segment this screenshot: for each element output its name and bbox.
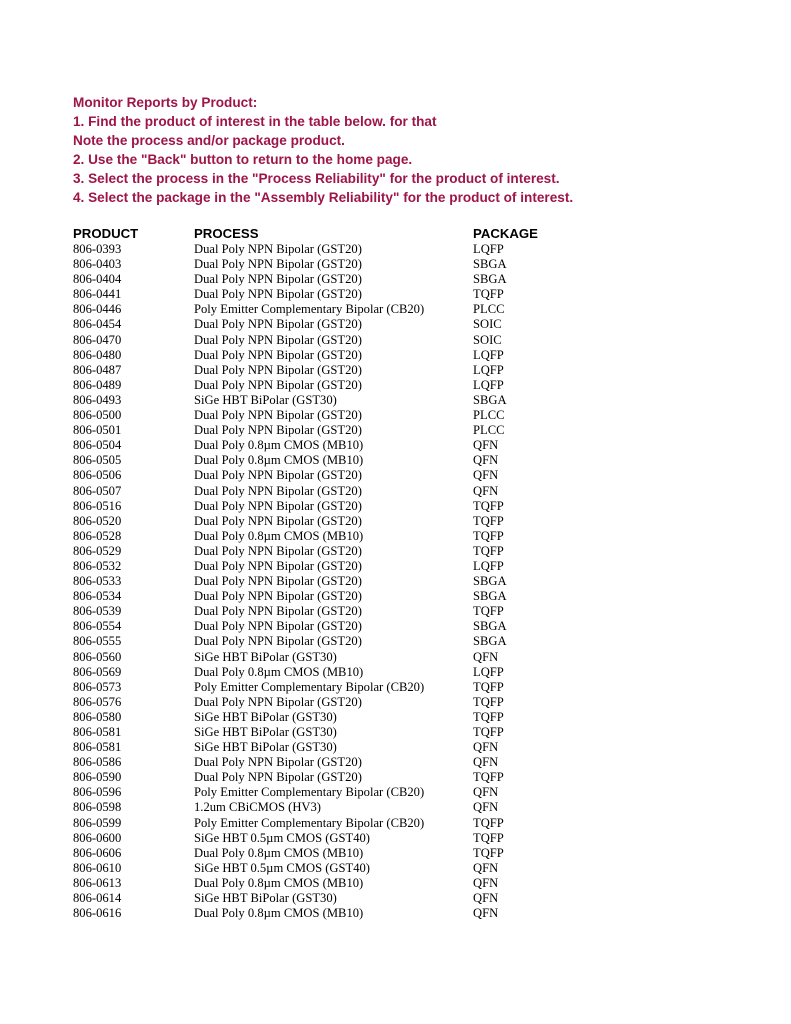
package-cell: QFN [473, 468, 499, 483]
process-cell: SiGe HBT BiPolar (GST30) [194, 740, 337, 755]
table-row [73, 619, 763, 634]
header-product: PRODUCT [73, 226, 139, 241]
table-row [73, 257, 763, 272]
process-cell: Dual Poly NPN Bipolar (GST20) [194, 423, 362, 438]
table-row [73, 574, 763, 589]
table-row [73, 468, 763, 483]
package-cell: LQFP [473, 347, 504, 362]
product-cell: 806-0586 [73, 755, 122, 770]
product-cell: 806-0590 [73, 770, 122, 785]
process-cell: Dual Poly NPN Bipolar (GST20) [194, 483, 362, 498]
package-cell: TQFP [473, 528, 504, 543]
table-row [73, 378, 763, 393]
process-cell: Dual Poly NPN Bipolar (GST20) [194, 694, 362, 709]
product-table [73, 226, 763, 921]
product-cell: 806-0555 [73, 634, 122, 649]
product-cell: 806-0599 [73, 815, 122, 830]
table-row [73, 242, 763, 257]
table-row [73, 770, 763, 785]
package-cell: SBGA [473, 574, 507, 589]
process-cell: Dual Poly 0.8µm CMOS (MB10) [194, 906, 364, 921]
process-cell: Dual Poly 0.8µm CMOS (MB10) [194, 875, 364, 890]
table-row [73, 272, 763, 287]
instructions-block [73, 93, 763, 207]
process-cell: SiGe HBT BiPolar (GST30) [194, 725, 337, 739]
table-row [73, 634, 763, 649]
product-cell: 806-0554 [73, 619, 122, 634]
instructions-title: Monitor Reports by Product: [73, 95, 258, 110]
process-cell: Dual Poly 0.8µm CMOS (MB10) [194, 664, 364, 679]
product-cell: 806-0493 [73, 392, 122, 407]
process-cell: Dual Poly NPN Bipolar (GST20) [194, 347, 362, 362]
package-cell: TQFP [473, 830, 504, 845]
product-cell: 806-0403 [73, 257, 122, 272]
instruction-step-4: 4. Select the package in the "Assembly Reliability" for the product of interest. [73, 190, 574, 205]
package-cell: SBGA [473, 392, 507, 407]
table-row [73, 740, 763, 755]
table-row [73, 695, 763, 710]
table-row [73, 891, 763, 906]
product-cell: 806-0470 [73, 332, 122, 347]
product-cell: 806-0487 [73, 362, 122, 377]
product-cell: 806-0539 [73, 604, 122, 619]
process-cell: Dual Poly 0.8µm CMOS (MB10) [194, 453, 364, 468]
process-cell: SiGe HBT 0.5µm CMOS (GST40) [194, 860, 371, 875]
package-cell: SBGA [473, 634, 507, 649]
table-row [73, 287, 763, 302]
package-cell: PLCC [473, 408, 505, 423]
package-cell: LQFP [473, 664, 504, 679]
table-row [73, 302, 763, 317]
package-cell: QFN [473, 649, 499, 664]
package-cell: PLCC [473, 423, 505, 438]
product-cell: 806-0581 [73, 725, 122, 739]
product-cell: 806-0613 [73, 875, 122, 890]
package-cell: SOIC [473, 317, 502, 332]
package-cell: TQFP [473, 287, 504, 302]
package-cell: SBGA [473, 272, 507, 287]
product-cell: 806-0505 [73, 453, 122, 468]
product-cell: 806-0576 [73, 694, 122, 709]
product-cell: 806-0500 [73, 408, 122, 423]
process-cell: Dual Poly NPN Bipolar (GST20) [194, 468, 362, 483]
package-cell: QFN [473, 740, 499, 755]
table-row [73, 650, 763, 665]
product-cell: 806-0501 [73, 423, 122, 438]
table-row [73, 559, 763, 574]
product-cell: 806-0532 [73, 558, 122, 573]
package-cell: SBGA [473, 257, 507, 272]
process-cell: 1.2um CBiCMOS (HV3) [194, 800, 322, 815]
process-cell: SiGe HBT BiPolar (GST30) [194, 392, 337, 407]
process-cell: Dual Poly 0.8µm CMOS (MB10) [194, 438, 364, 453]
table-row [73, 453, 763, 468]
product-cell: 806-0506 [73, 468, 122, 483]
process-cell: Dual Poly NPN Bipolar (GST20) [194, 257, 362, 272]
product-cell: 806-0528 [73, 528, 122, 543]
table-row [73, 317, 763, 332]
table-row [73, 680, 763, 695]
table-row [73, 408, 763, 423]
product-cell: 806-0581 [73, 740, 122, 755]
table-row [73, 846, 763, 861]
table-header-row [73, 226, 763, 242]
product-cell: 806-0569 [73, 664, 122, 679]
process-cell: Dual Poly NPN Bipolar (GST20) [194, 377, 362, 392]
process-cell: Dual Poly NPN Bipolar (GST20) [194, 498, 362, 513]
table-row [73, 333, 763, 348]
product-cell: 806-0580 [73, 709, 122, 724]
package-cell: LQFP [473, 362, 504, 377]
package-cell: TQFP [473, 815, 504, 830]
product-cell: 806-0480 [73, 347, 122, 362]
table-row [73, 755, 763, 770]
table-row [73, 363, 763, 378]
process-cell: Dual Poly NPN Bipolar (GST20) [194, 543, 362, 558]
table-row [73, 499, 763, 514]
package-cell: QFN [473, 891, 499, 906]
process-cell: Dual Poly NPN Bipolar (GST20) [194, 332, 362, 347]
table-row [73, 589, 763, 604]
process-cell: SiGe HBT BiPolar (GST30) [194, 709, 337, 724]
header-process: PROCESS [194, 226, 259, 241]
process-cell: Dual Poly NPN Bipolar (GST20) [194, 362, 362, 377]
package-cell: QFN [473, 755, 499, 770]
package-cell: SBGA [473, 619, 507, 634]
product-cell: 806-0534 [73, 589, 122, 604]
table-row [73, 544, 763, 559]
product-cell: 806-0393 [73, 242, 122, 256]
product-cell: 806-0504 [73, 438, 122, 453]
table-row [73, 393, 763, 408]
product-cell: 806-0600 [73, 830, 122, 845]
product-cell: 806-0454 [73, 317, 122, 332]
package-cell: TQFP [473, 513, 504, 528]
package-cell: LQFP [473, 558, 504, 573]
process-cell: Dual Poly NPN Bipolar (GST20) [194, 513, 362, 528]
package-cell: TQFP [473, 543, 504, 558]
process-cell: Poly Emitter Complementary Bipolar (CB20) [194, 679, 425, 694]
package-cell: SOIC [473, 332, 502, 347]
instruction-step-2: 2. Use the "Back" button to return to the home page. [73, 152, 413, 167]
process-cell: Dual Poly NPN Bipolar (GST20) [194, 755, 362, 770]
process-cell: SiGe HBT 0.5µm CMOS (GST40) [194, 830, 371, 845]
package-cell: LQFP [473, 242, 504, 256]
table-row [73, 710, 763, 725]
process-cell: Dual Poly NPN Bipolar (GST20) [194, 589, 362, 604]
process-cell: Dual Poly NPN Bipolar (GST20) [194, 242, 362, 256]
table-body [73, 242, 763, 921]
package-cell: TQFP [473, 770, 504, 785]
table-row [73, 861, 763, 876]
process-cell: Dual Poly NPN Bipolar (GST20) [194, 272, 362, 287]
table-row [73, 423, 763, 438]
product-cell: 806-0614 [73, 891, 122, 906]
table-row [73, 816, 763, 831]
instruction-step-1: 1. Find the product of interest in the table below. for that [73, 114, 437, 129]
package-cell: PLCC [473, 302, 505, 317]
process-cell: Dual Poly NPN Bipolar (GST20) [194, 558, 362, 573]
process-cell: Dual Poly NPN Bipolar (GST20) [194, 604, 362, 619]
table-row [73, 831, 763, 846]
process-cell: Dual Poly 0.8µm CMOS (MB10) [194, 528, 364, 543]
package-cell: TQFP [473, 845, 504, 860]
product-cell: 806-0489 [73, 377, 122, 392]
process-cell: Dual Poly 0.8µm CMOS (MB10) [194, 845, 364, 860]
header-package: PACKAGE [473, 226, 538, 241]
table-row [73, 604, 763, 619]
table-row [73, 665, 763, 680]
package-cell: QFN [473, 906, 499, 921]
package-cell: SBGA [473, 589, 507, 604]
package-cell: QFN [473, 453, 499, 468]
product-cell: 806-0533 [73, 574, 122, 589]
package-cell: TQFP [473, 694, 504, 709]
package-cell: TQFP [473, 725, 504, 739]
table-row [73, 438, 763, 453]
process-cell: SiGe HBT BiPolar (GST30) [194, 891, 337, 906]
package-cell: QFN [473, 860, 499, 875]
package-cell: QFN [473, 785, 499, 800]
package-cell: QFN [473, 438, 499, 453]
product-cell: 806-0446 [73, 302, 122, 317]
table-row [73, 725, 763, 740]
product-cell: 806-0598 [73, 800, 122, 815]
process-cell: Poly Emitter Complementary Bipolar (CB20) [194, 815, 425, 830]
table-row [73, 906, 763, 921]
process-cell: Dual Poly NPN Bipolar (GST20) [194, 408, 362, 423]
process-cell: Dual Poly NPN Bipolar (GST20) [194, 634, 362, 649]
process-cell: Poly Emitter Complementary Bipolar (CB20) [194, 302, 425, 317]
package-cell: TQFP [473, 604, 504, 619]
product-cell: 806-0404 [73, 272, 122, 287]
process-cell: Poly Emitter Complementary Bipolar (CB20) [194, 785, 425, 800]
product-cell: 806-0616 [73, 906, 122, 921]
product-cell: 806-0516 [73, 498, 122, 513]
product-cell: 806-0610 [73, 860, 122, 875]
process-cell: SiGe HBT BiPolar (GST30) [194, 649, 337, 664]
process-cell: Dual Poly NPN Bipolar (GST20) [194, 574, 362, 589]
table-row [73, 876, 763, 891]
package-cell: TQFP [473, 679, 504, 694]
product-cell: 806-0529 [73, 543, 122, 558]
instruction-step-3: 3. Select the process in the "Process Reliability" for the product of interest. [73, 171, 560, 186]
product-cell: 806-0606 [73, 845, 122, 860]
package-cell: TQFP [473, 498, 504, 513]
document-page [73, 93, 763, 921]
product-cell: 806-0560 [73, 649, 122, 664]
instruction-step-1-note: Note the process and/or package product. [73, 133, 345, 148]
process-cell: Dual Poly NPN Bipolar (GST20) [194, 619, 362, 634]
product-cell: 806-0596 [73, 785, 122, 800]
process-cell: Dual Poly NPN Bipolar (GST20) [194, 317, 362, 332]
table-row [73, 800, 763, 815]
product-cell: 806-0441 [73, 287, 122, 302]
product-cell: 806-0573 [73, 679, 122, 694]
package-cell: QFN [473, 875, 499, 890]
table-row [73, 514, 763, 529]
product-cell: 806-0520 [73, 513, 122, 528]
table-row [73, 348, 763, 363]
table-row [73, 529, 763, 544]
process-cell: Dual Poly NPN Bipolar (GST20) [194, 770, 362, 785]
package-cell: QFN [473, 800, 499, 815]
product-cell: 806-0507 [73, 483, 122, 498]
package-cell: LQFP [473, 377, 504, 392]
table-row [73, 484, 763, 499]
process-cell: Dual Poly NPN Bipolar (GST20) [194, 287, 362, 302]
table-row [73, 785, 763, 800]
package-cell: TQFP [473, 709, 504, 724]
package-cell: QFN [473, 483, 499, 498]
